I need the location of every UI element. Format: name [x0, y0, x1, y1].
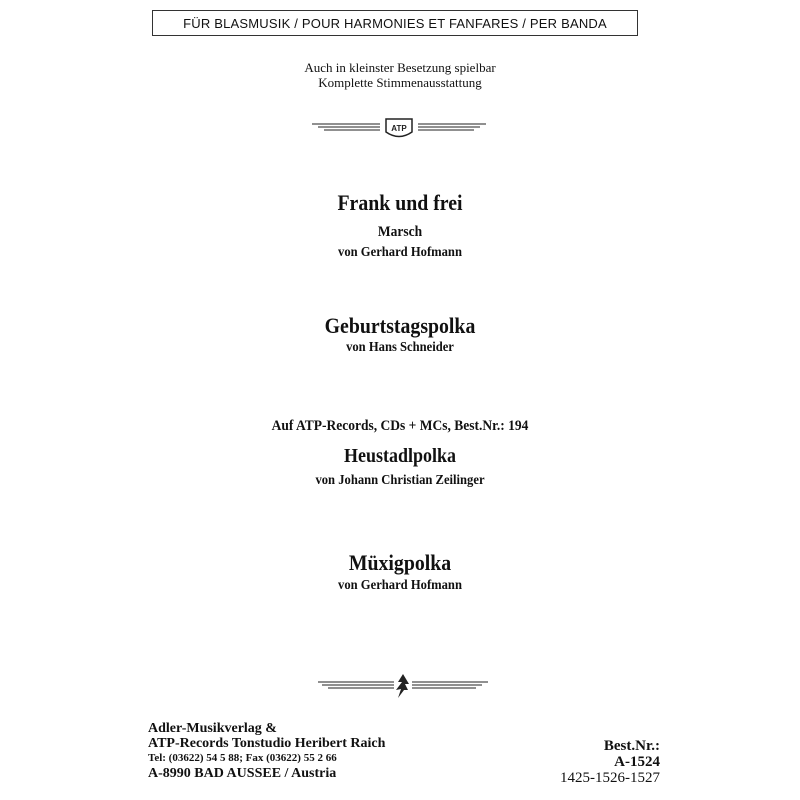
eagle-emblem-icon [396, 674, 409, 698]
piece-3-composer: von Johann Christian Zeilinger [315, 473, 485, 488]
atp-logo-text: ATP [391, 124, 407, 133]
order-number: A-1524 [614, 754, 660, 770]
piece-1-composer: von Gerhard Hofmann [338, 245, 462, 260]
piece-2-composer-row [0, 340, 800, 356]
publisher-line-2: ATP-Records Tonstudio Heribert Raich [148, 736, 386, 751]
publisher-address: A-8990 BAD AUSSEE / Austria [148, 766, 337, 781]
piece-3-title: Heustadlpolka [343, 445, 457, 467]
bottom-ornament [0, 672, 800, 700]
piece-1-genre-row [0, 224, 800, 241]
piece-2-title: Geburtstagspolka [324, 313, 476, 338]
order-parts: 1425-1526-1527 [560, 770, 660, 786]
publisher-contact: Tel: (03622) 54 5 88; Fax (03622) 55 2 66 [148, 752, 337, 764]
piece-4-composer: von Gerhard Hofmann [338, 578, 462, 593]
piece-3-note: Auf ATP-Records, CDs + MCs, Best.Nr.: 194 [271, 418, 529, 434]
piece-4-title: Müxigpolka [348, 550, 452, 575]
piece-3-note-row [0, 418, 800, 435]
piece-4-composer-row [0, 578, 800, 594]
subtitle-line-1: Auch in kleinster Besetzung spielbar [304, 60, 496, 75]
header-banner-text: FÜR BLASMUSIK / POUR HARMONIES ET FANFARES / PER BANDA [183, 15, 607, 31]
subtitle-line-2: Komplette Stimmenausstattung [318, 75, 482, 90]
order-block [560, 738, 660, 786]
publisher-block [148, 721, 385, 781]
piece-1-genre: Marsch [377, 224, 423, 240]
piece-3-title-row [0, 445, 800, 468]
piece-2-title-row [0, 313, 800, 339]
piece-1-title: Frank und frei [337, 190, 463, 215]
piece-1-composer-row [0, 245, 800, 261]
piece-4-title-row [0, 550, 800, 576]
piece-1-title-row [0, 190, 800, 216]
header-banner [152, 10, 638, 36]
top-ornament [0, 116, 800, 142]
piece-2-composer: von Hans Schneider [346, 340, 454, 355]
atp-shield-logo-icon [386, 119, 412, 137]
piece-3-composer-row [0, 473, 800, 489]
publisher-line-1: Adler-Musikverlag & [148, 721, 277, 736]
order-label: Best.Nr.: [603, 738, 660, 754]
